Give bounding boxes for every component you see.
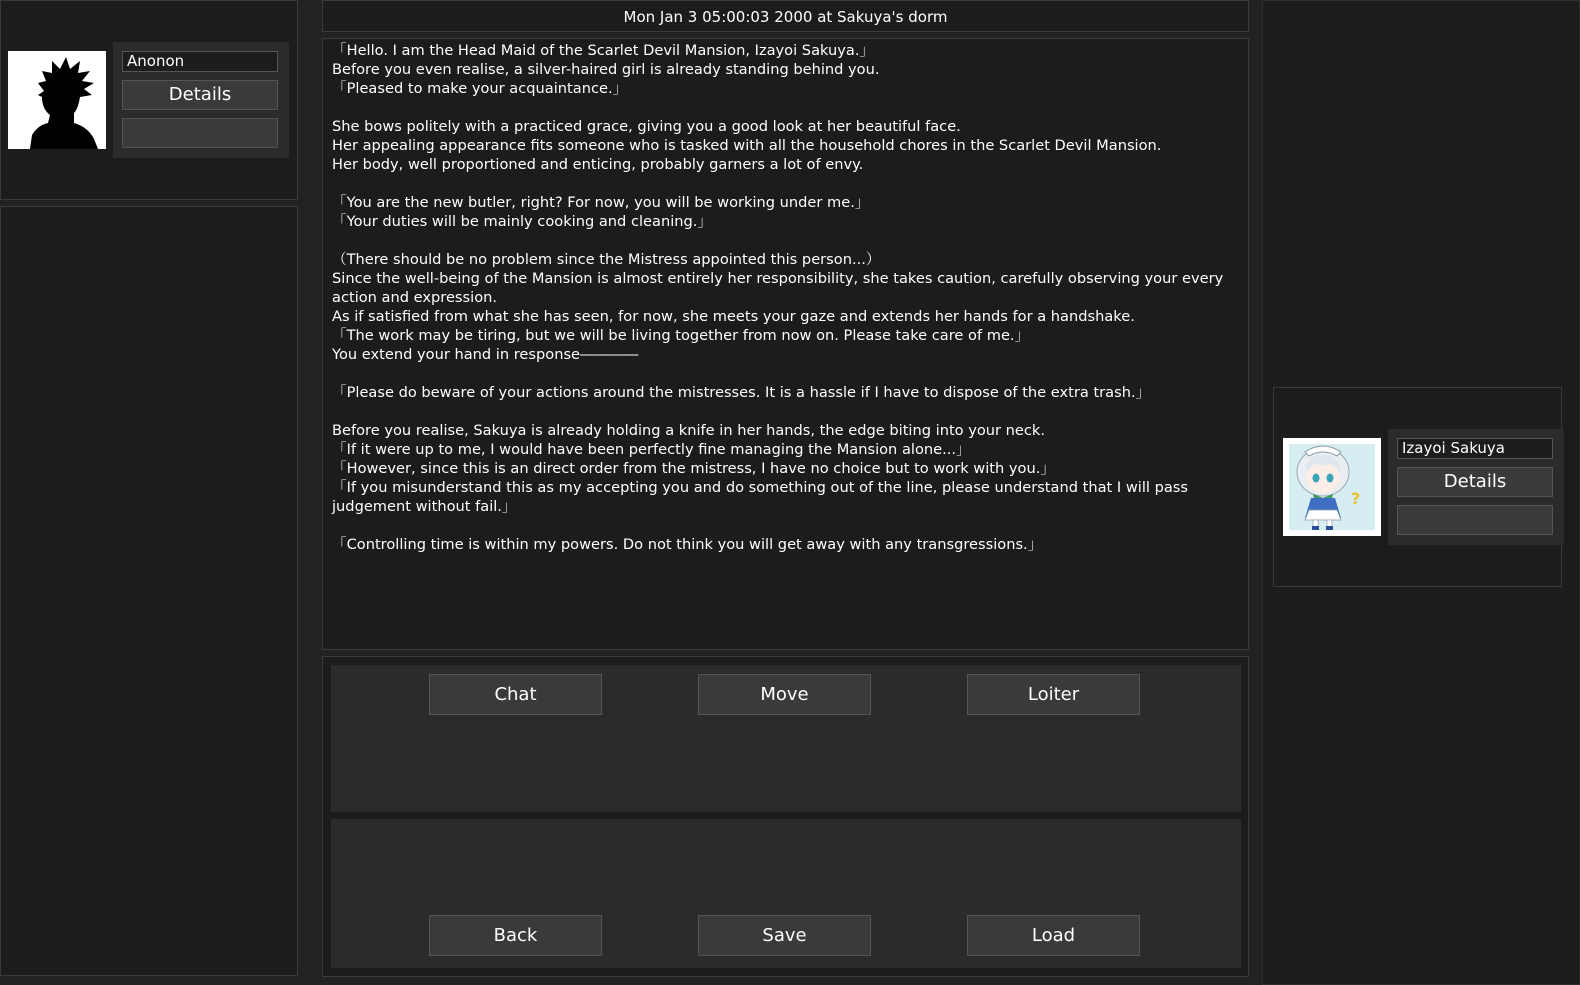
npc-name-field[interactable]: Izayoi Sakuya [1397,438,1553,459]
dialogue-line: 「If you misunderstand this as my accepting you and do something out of the line, please understand that I will pass judgement without fail.」 [332,479,1193,515]
dialogue-line: Since the well-being of the Mansion is almost entirely her responsibility, she takes caution, carefully observing your every action and expression. [332,270,1228,306]
dialogue-line [332,231,1240,250]
npc-info [1388,429,1564,545]
load-button[interactable]: Load [967,915,1140,956]
dialogue-line: 「The work may be tiring, but we will be living together from now on. Please take care of me.」 [332,327,1030,344]
dialogue-line [332,516,1240,535]
player-status-panel [0,206,298,976]
dialogue-line: Before you even realise, a silver-haired girl is already standing behind you. [332,61,880,78]
dialogue-line: 「You are the new butler, right? For now, you will be working under me.」 [332,194,870,211]
dialogue-line: （There should be no problem since the Mistress appointed this person...） [332,251,881,268]
dialogue-line: 「Controlling time is within my powers. Do not think you will get away with any transgressions.」 [332,536,1043,553]
dialogue-line: 「If it were up to me, I would have been perfectly fine managing the Mansion alone...」 [332,441,971,458]
dialogue-line: As if satisfied from what she has seen, for now, she meets your gaze and extends her hands for a handshake. [332,308,1135,325]
dialogue-line: Her body, well proportioned and enticing, probably garners a lot of envy. [332,156,864,173]
player-info [113,42,289,158]
dialogue-line: She bows politely with a practiced grace, giving you a good look at her beautiful face. [332,118,961,135]
chibi-maid-avatar-icon [1283,438,1381,536]
dialogue-line [332,402,1240,421]
player-extra-button[interactable] [122,118,278,148]
dialogue-line: 「Your duties will be mainly cooking and cleaning.」 [332,213,712,230]
save-button[interactable]: Save [698,915,871,956]
dialogue-line: 「Pleased to make your acquaintance.」 [332,80,628,97]
back-button[interactable]: Back [429,915,602,956]
chat-button[interactable]: Chat [429,674,602,715]
dialogue-line: 「However, since this is an direct order from the mistress, I have no choice but to work with you.」 [332,460,1055,477]
player-avatar [8,51,106,149]
dialogue-line: Before you realise, Sakuya is already holding a knife in her hands, the edge biting into your neck. [332,422,1046,439]
silhouette-avatar-icon [8,51,106,149]
dialogue-log [322,38,1249,650]
move-button[interactable]: Move [698,674,871,715]
dialogue-line [332,98,1240,117]
dialogue-line: 「Please do beware of your actions around the mistresses. It is a hassle if I have to dispose of the extra trash.」 [332,384,1151,401]
dialogue-line: 「Hello. I am the Head Maid of the Scarlet Devil Mansion, Izayoi Sakuya.」 [332,42,875,59]
dialogue-line: Her appealing appearance fits someone who is tasked with all the household chores in the Scarlet Devil Mansion. [332,137,1162,154]
dialogue-line: You extend your hand in response―――― [332,346,639,363]
npc-avatar [1283,438,1381,536]
npc-extra-button[interactable] [1397,505,1553,535]
loiter-button[interactable]: Loiter [967,674,1140,715]
datetime-location-bar: Mon Jan 3 05:00:03 2000 at Sakuya's dorm [322,0,1249,32]
npc-details-button[interactable]: Details [1397,467,1553,497]
svg-text:?: ? [1351,489,1361,508]
player-name-field[interactable]: Anonon [122,51,278,72]
dialogue-line [332,364,1240,383]
dialogue-line [332,174,1240,193]
player-details-button[interactable]: Details [122,80,278,110]
